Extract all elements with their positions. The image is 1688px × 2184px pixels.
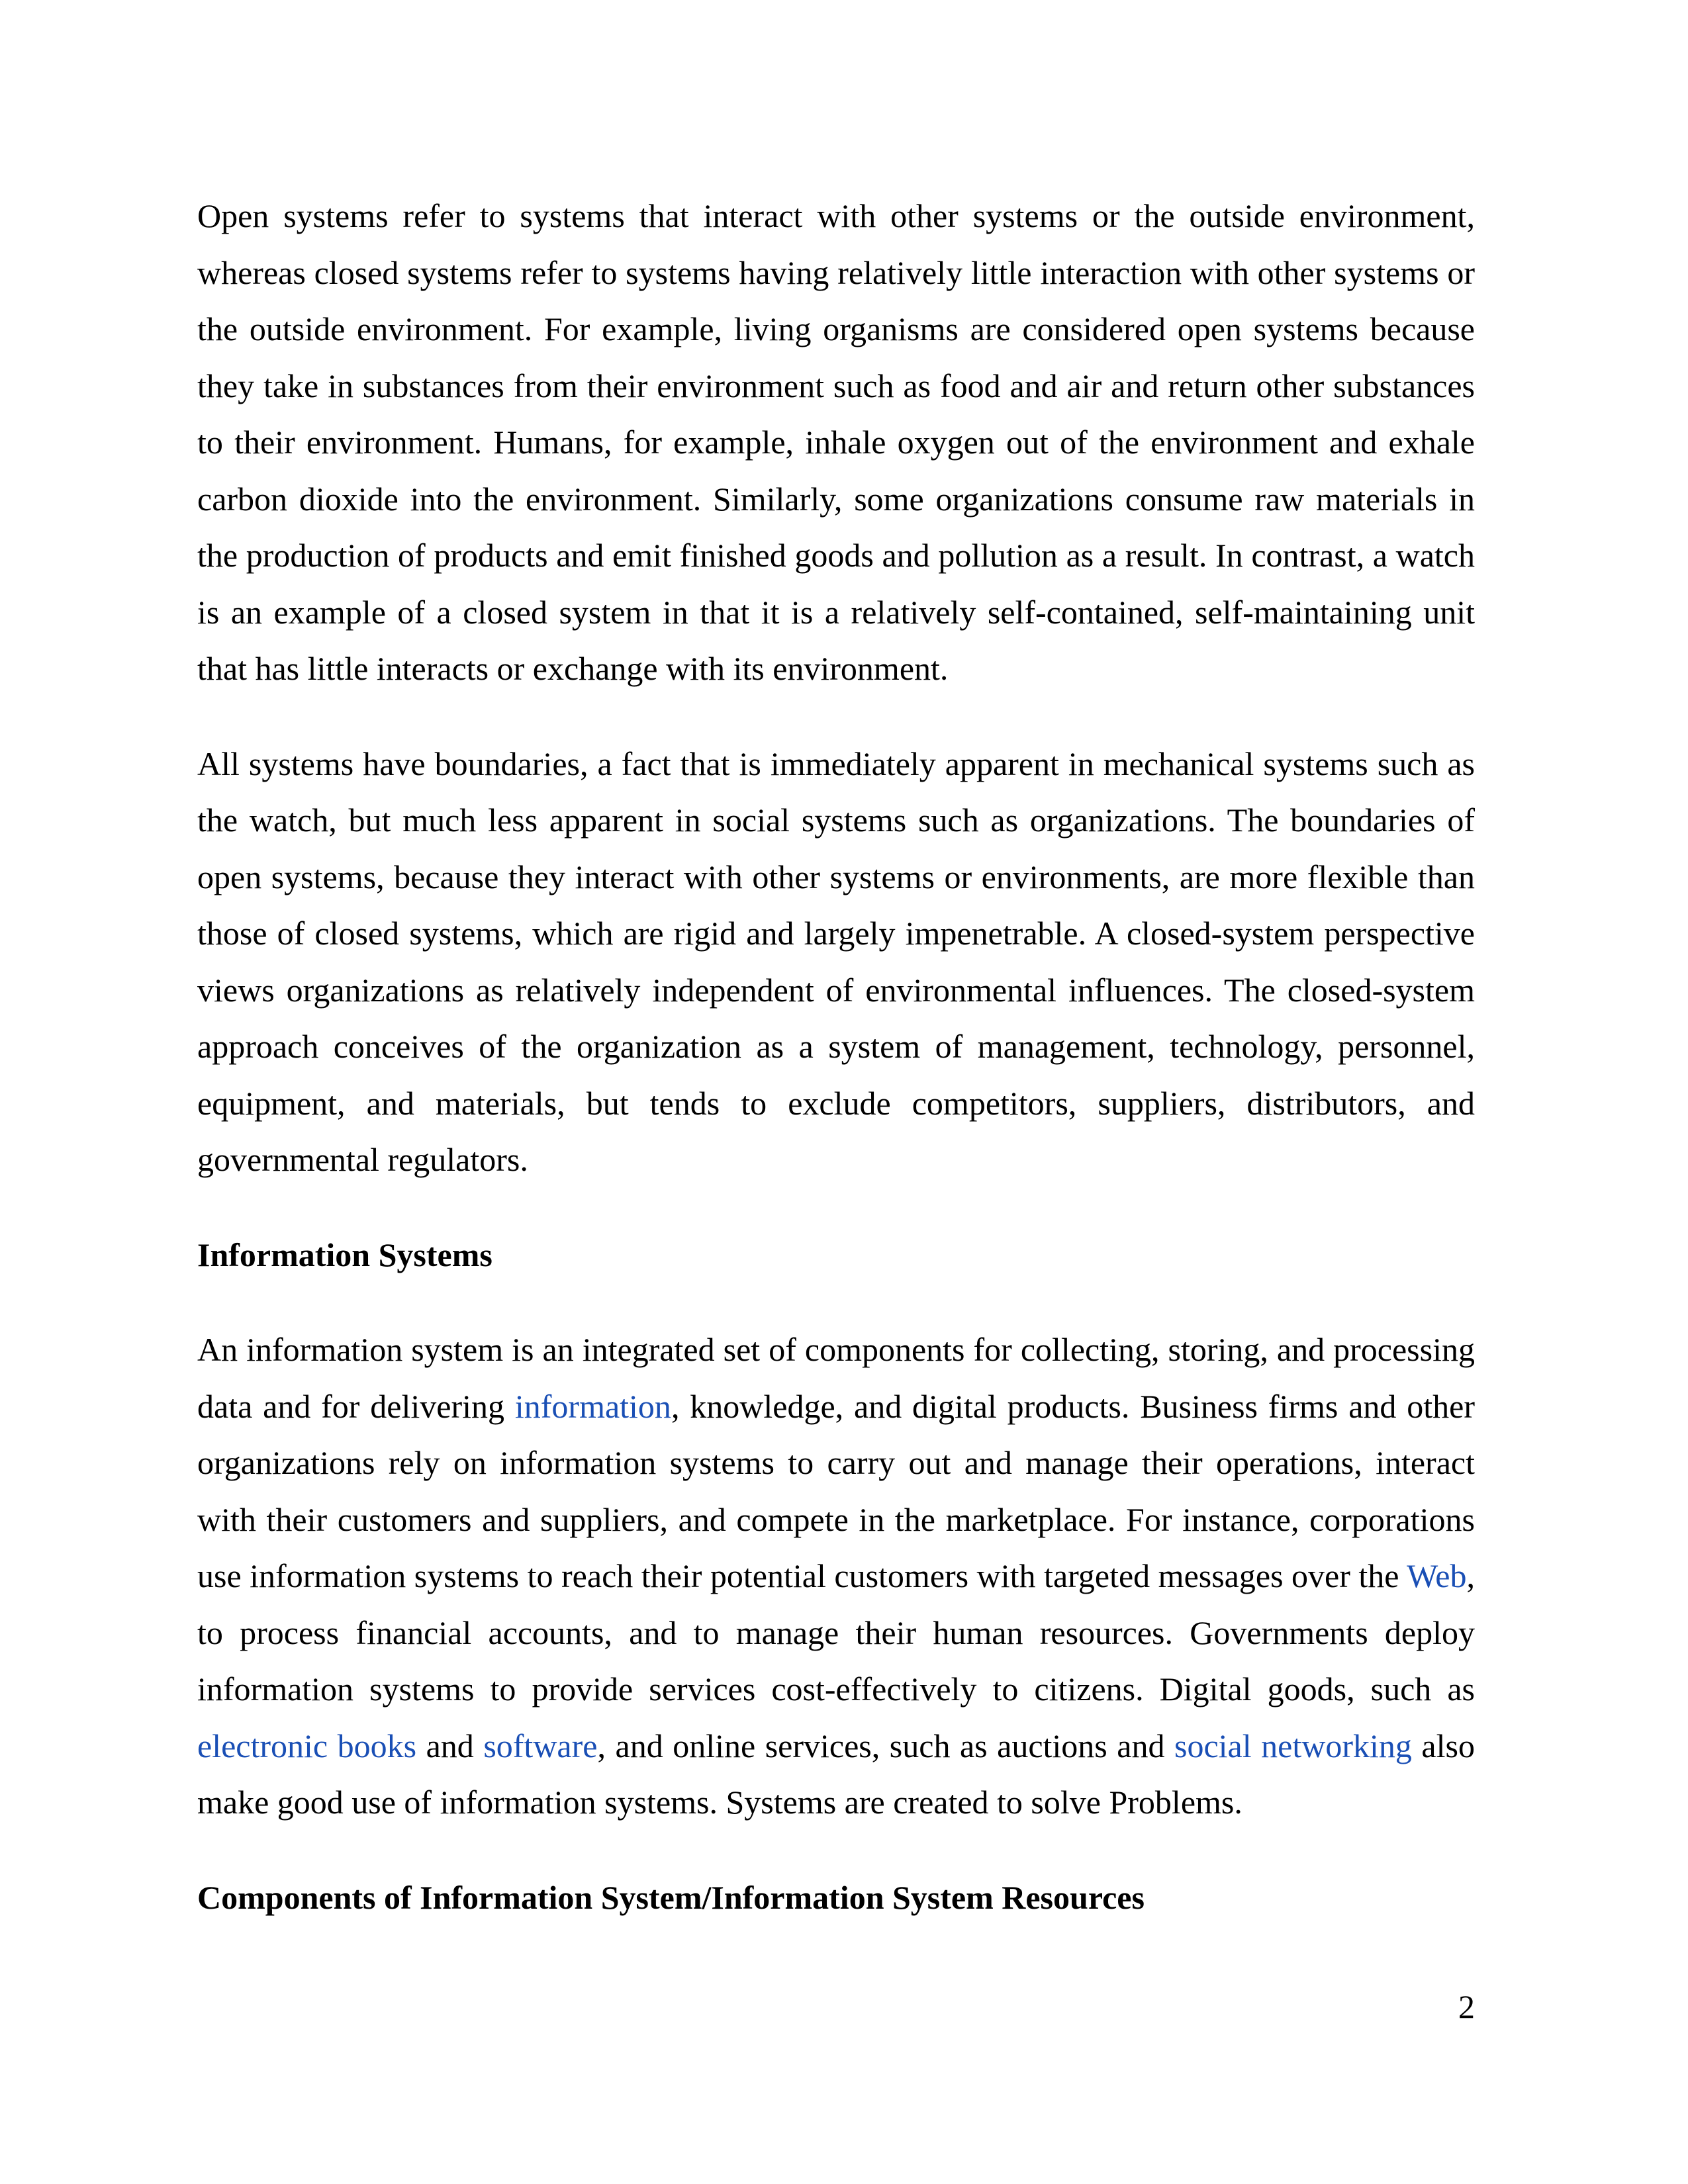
link-software[interactable]: software: [483, 1727, 598, 1764]
paragraph-system-boundaries: All systems have boundaries, a fact that is immediately apparent in mechanical systems such as the watch, but much less apparent in social systems such as organizations. The boundaries of open systems, because they interact with other systems or environments, are more flexible than those of closed systems, which are rigid and largely impenetrable. A closed-system perspective views organizations as relatively independent of environmental influences. The closed-system approach conceives of the organization as a system of management, technology, personnel, equipment, and materials, but tends to exclude competitors, suppliers, distributors, and governmental regulators.: [197, 745, 1475, 1178]
link-web[interactable]: Web: [1407, 1557, 1467, 1594]
text-run: , to process financial accounts, and to manage their human resources. Governments deploy information systems to provide services cost-effectively to citizens. Digital goods, such as: [197, 1557, 1475, 1707]
link-electronic-books[interactable]: electronic books: [197, 1727, 417, 1764]
link-social-networking[interactable]: social networking: [1174, 1727, 1412, 1764]
text-run: , and online services, such as auctions and: [597, 1727, 1175, 1764]
heading-information-systems: Information Systems: [197, 1236, 492, 1273]
page-number: 2: [1458, 1988, 1475, 2025]
document-page: [197, 188, 1475, 1964]
text-run: and: [416, 1727, 484, 1764]
text-run: An information system is an integrated set of components for collecting, storing, and processing data and for delivering: [197, 1331, 1475, 1425]
text-run: , knowledge, and digital products. Business firms and other organizations rely on information systems to carry out and manage their operations, interact with their customers and suppliers, and compete in the marketplace. For instance, corporations use information systems to reach their potential customers with targeted messages over the: [197, 1387, 1476, 1594]
heading-components: Components of Information System/Information System Resources: [197, 1878, 1145, 1916]
text-run: also make good use of information systems. Systems are created to solve Problems.: [197, 1727, 1475, 1821]
paragraph-open-closed-systems: Open systems refer to systems that interact with other systems or the outside environment, whereas closed systems refer to systems having relatively little interaction with other systems or the outside environment. For example, living organisms are considered open systems because they take in substances from their environment such as food and air and return other substances to their environment. Humans, for example, inhale oxygen out of the environment and exhale carbon dioxide into the environment. Similarly, some organizations consume raw materials in the production of products and emit finished goods and pollution as a result. In contrast, a watch is an example of a closed system in that it is a relatively self-contained, self-maintaining unit that has little interacts or exchange with its environment.: [197, 197, 1475, 687]
paragraph-information-system-definition: [197, 1322, 1475, 1831]
link-information[interactable]: information: [514, 1387, 671, 1425]
